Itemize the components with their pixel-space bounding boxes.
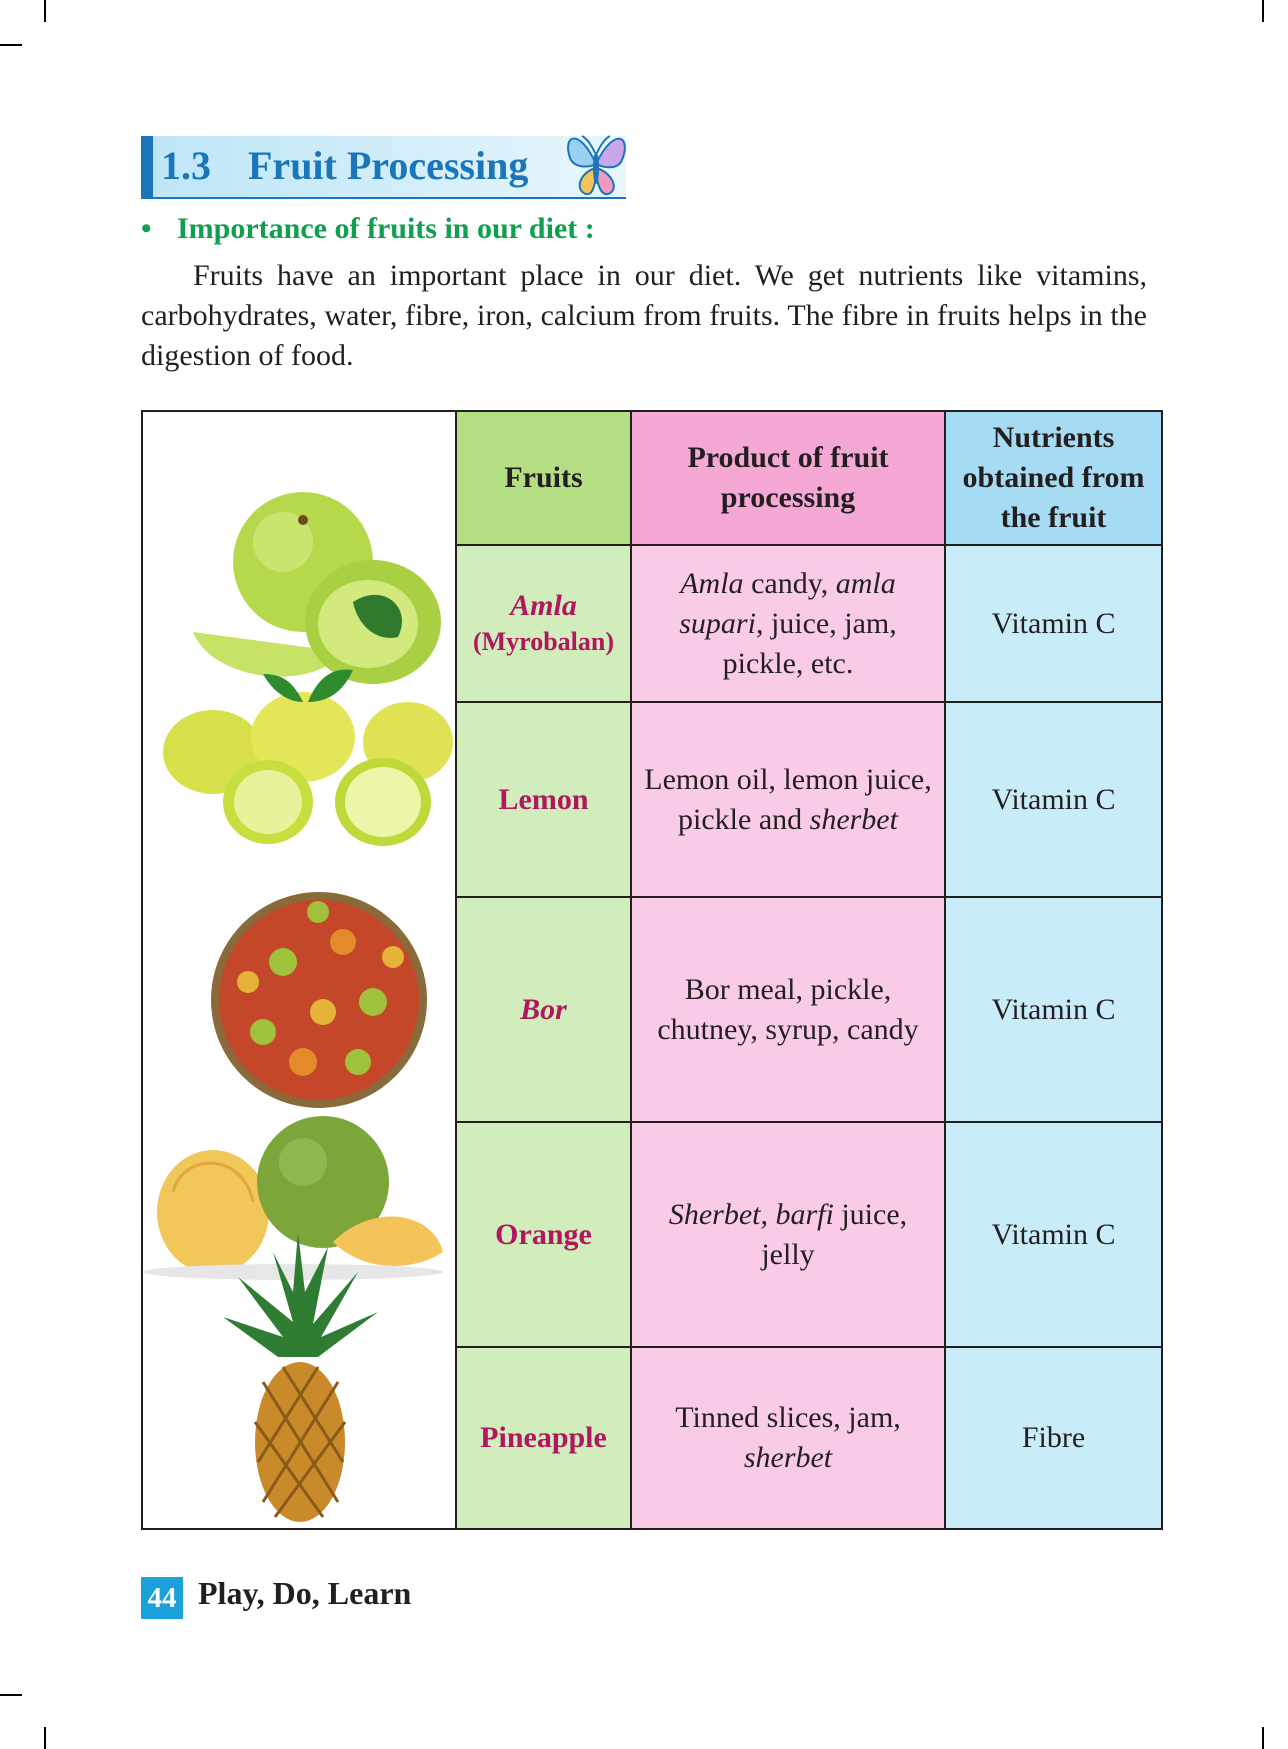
amla-icon [193,492,441,684]
header-fruits: Fruits [456,411,631,545]
section-title: Fruit Processing [248,143,529,188]
page-number: 44 [141,1577,183,1619]
product-text: Amla [680,566,744,600]
fruit-product: Bor meal, pickle, chutney, syrup, candy [631,897,945,1122]
crop-mark [1262,0,1264,22]
fruit-name [456,545,631,702]
fruit-name: Orange [456,1122,631,1347]
fruit-name-text: Amla [510,588,577,622]
fruit-nutrient: Vitamin C [945,545,1162,702]
product-text: amla supari [679,566,896,640]
crop-mark [0,1694,22,1696]
product-text: , juice, jam, pickle, etc. [722,606,897,680]
product-text: sherbet [743,1441,833,1474]
header-nutrients: Nutrients obtained from the fruit [945,411,1162,545]
header-product: Product of fruit processing [631,411,945,545]
butterfly-icon [560,124,632,204]
table-header-row [142,411,1162,545]
intro-paragraph: Fruits have an important place in our diet. We get nutrients like vitamins, carbohydrates, water, fibre, iron, calcium from fruits. The fibre in fruits helps in the digestion of food. [141,259,1147,372]
lemon-icon [163,669,453,846]
bor-icon [211,892,427,1108]
product-text: Sherbet, barfi [668,1197,834,1231]
crop-mark [44,0,46,22]
fruit-product [631,545,945,702]
fruit-product [631,1347,945,1529]
product-text: juice, jelly [761,1197,908,1271]
crop-mark [44,1727,46,1749]
fruit-nutrient: Vitamin C [945,1122,1162,1347]
fruit-table-wrapper [141,410,1161,1530]
orange-icon [143,1116,443,1280]
fruit-product [631,702,945,897]
bullet-heading [141,212,595,246]
fruit-name: Lemon [456,702,631,897]
product-text: candy, [743,566,836,600]
bullet-heading-text: Importance of fruits in our diet : [177,212,595,245]
product-text: sherbet [809,802,898,836]
fruit-name: Pineapple [456,1347,631,1529]
fruit-table [141,410,1163,1530]
product-text: Lemon oil, lemon juice, pickle and [644,762,932,836]
fruit-illustrations-cell [142,411,456,1529]
section-number: 1.3 [161,143,211,188]
product-text: Tinned slices, jam, [675,1401,901,1434]
fruit-nutrient: Vitamin C [945,897,1162,1122]
fruit-name: Bor [456,897,631,1122]
crop-mark [0,44,22,46]
fruit-nutrient: Vitamin C [945,702,1162,897]
book-title: Play, Do, Learn [198,1575,412,1611]
fruit-product [631,1122,945,1347]
fruit-illustrations [143,412,455,1528]
section-heading [141,136,626,199]
bullet-icon: • [141,212,152,245]
fruit-name-sub: (Myrobalan) [472,626,615,656]
fruit-nutrient: Fibre [945,1347,1162,1529]
crop-mark [1262,1727,1264,1749]
